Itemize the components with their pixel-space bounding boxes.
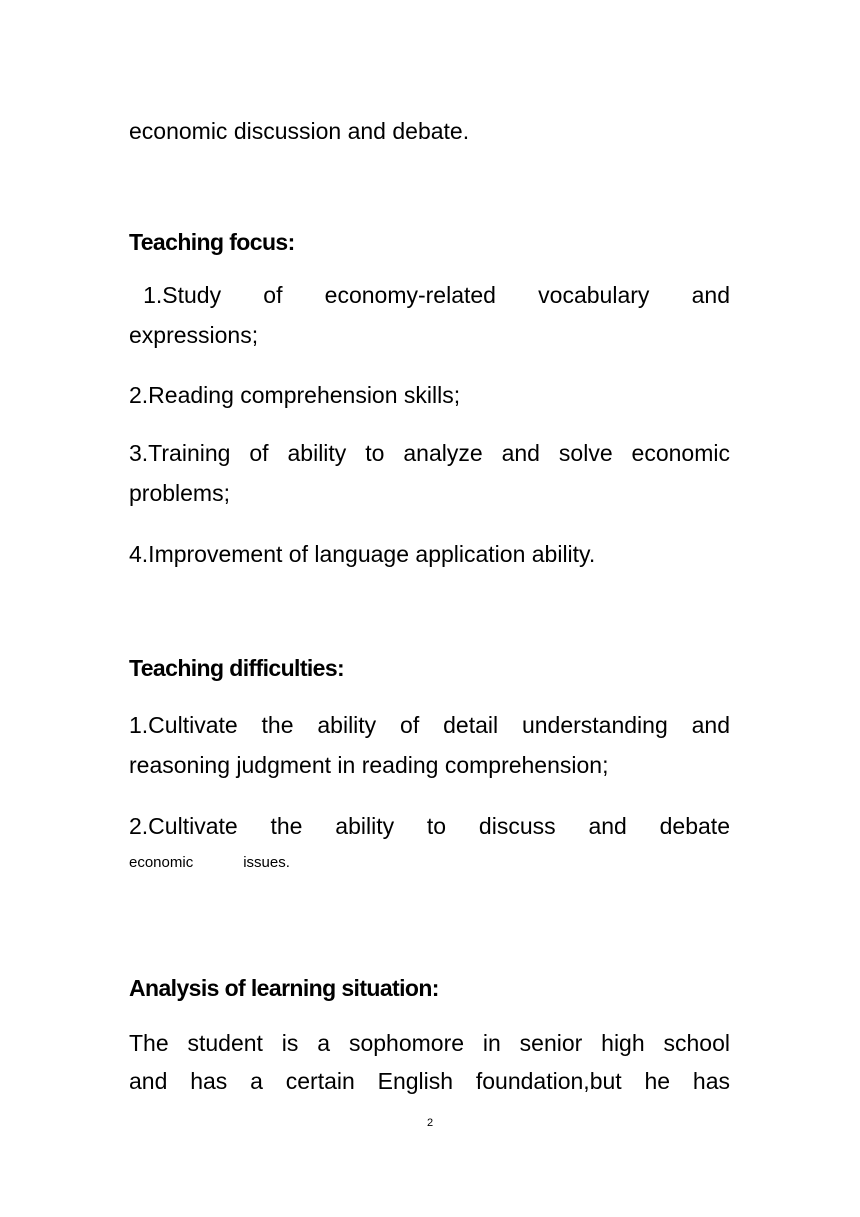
page-number: 2 (426, 1117, 434, 1129)
analysis-heading: Analysis of learning situation: (129, 975, 439, 1001)
focus-item-4: 4.Improvement of language application ability. (129, 541, 596, 567)
focus-item-2: 2.Reading comprehension skills; (129, 382, 461, 408)
difficulty-item-2-line-1: 2.Cultivate the ability to discuss and debate (129, 813, 730, 839)
focus-item-3-line-2: problems; (129, 480, 230, 506)
teaching-difficulties-heading: Teaching difficulties: (129, 655, 345, 681)
focus-item-3-line-1: 3.Training of ability to analyze and solve economic (129, 440, 730, 466)
difficulty-item-2-line-2: economic issues. (129, 854, 290, 871)
focus-item-1-line-1: 1.Study of economy-related vocabulary and (129, 282, 730, 308)
difficulty-item-1-line-1: 1.Cultivate the ability of detail understanding and (129, 712, 730, 738)
focus-item-1-line-2: expressions; (129, 322, 259, 348)
continuation-text: economic discussion and debate. (129, 118, 470, 144)
difficulty-item-1-line-2: reasoning judgment in reading comprehension; (129, 752, 609, 778)
analysis-line-2: and has a certain English foundation,but he has (129, 1068, 730, 1094)
teaching-focus-heading: Teaching focus: (129, 229, 295, 255)
analysis-line-1: The student is a sophomore in senior high school (129, 1030, 730, 1056)
